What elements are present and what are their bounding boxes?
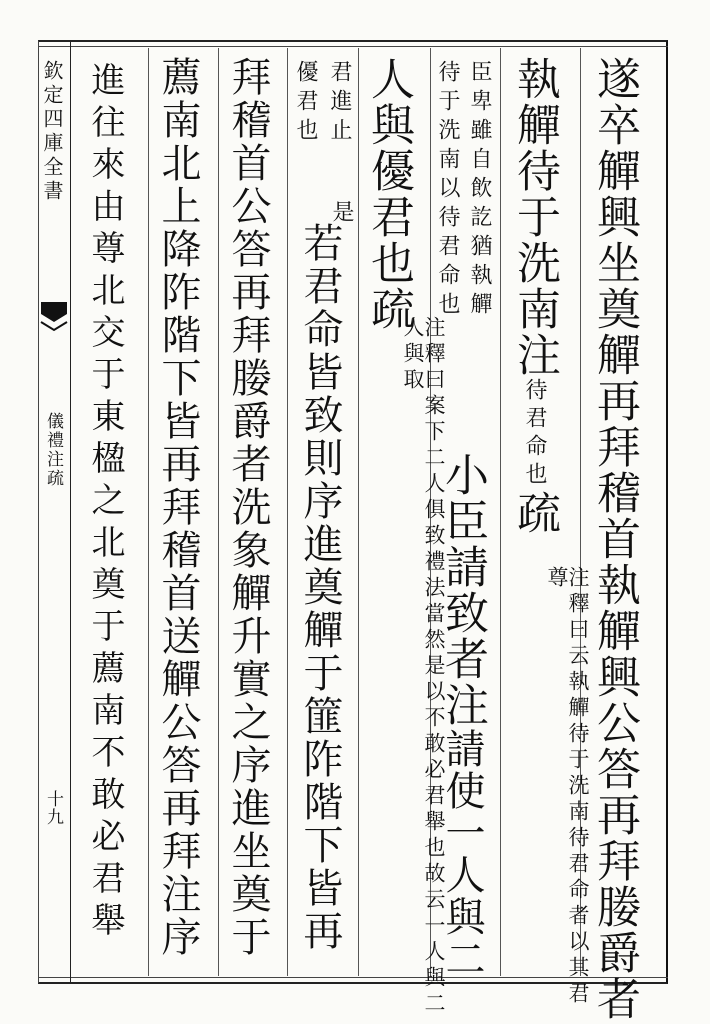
main-text: 若君命皆致則序進奠觶于篚阼階下皆再 [297,222,343,953]
text-column-4 [363,56,414,332]
frame-inner-top-rule [38,46,668,47]
fold-margin-rule [70,42,71,982]
double-line-note-right [328,60,350,147]
commentary-text: 君進止 [327,60,352,147]
column-text: 薦南北上降阼階下皆再拜稽首送觶公答再拜注序 [155,56,201,959]
shu-marker: 疏 [363,286,414,332]
double-line-note-right [546,566,588,1024]
commentary-text: 臣卑雖自飲訖猶執觶 [467,60,492,321]
column-rule [218,48,219,976]
page-number: 十九 [43,790,63,826]
book-title: 欽定四庫全書 [40,60,64,204]
text-column-3 [437,452,488,980]
text-column-7 [155,56,201,959]
column-text: 遂卒觶興坐奠觶再拜稽首執觶興公答再拜媵爵者 [589,56,640,1022]
text-column-6 [225,56,271,959]
commentary-text: 待君命也 [522,378,547,490]
main-text: 小臣請致者注 [437,452,488,728]
column-rule [287,48,288,976]
commentary-text: 注釋曰云執觶待于洗南待君命者以其君尊 [545,566,590,1008]
text-column-5 [297,222,343,953]
column-rule [148,48,149,976]
main-text: 人與優君也 [363,56,414,286]
commentary-text: 請使一人與二 [439,728,485,980]
commentary-text: 待于洗南以待君命也 [435,60,460,321]
column-rule [358,48,359,976]
main-text: 執觶待于洗南注 [509,56,560,378]
double-line-note-left [436,60,458,321]
text-column-8 [85,62,125,944]
column-text: 拜稽首公答再拜媵爵者洗象觶升實之序進坐奠于 [225,56,271,959]
fish-tail-mark-icon [40,300,68,334]
commentary-text: 是 [329,200,354,229]
volume-title: 儀禮注疏 [43,412,63,488]
double-line-note-right [468,60,490,321]
text-column-2 [509,56,560,536]
double-line-note [402,316,444,1024]
double-line-note-left [294,60,316,147]
column-rule [500,48,501,976]
shu-marker: 疏 [509,490,560,536]
text-column-1 [589,56,640,1022]
commentary-text: 優君也 [293,60,318,147]
column-text: 進往來由尊北交于東楹之北奠于薦南不敢必君舉 [85,62,125,944]
commentary-text: 注釋曰案下二人俱致禮法當然是以不敢必君舉也故云一人與二人與取 [401,316,446,1018]
